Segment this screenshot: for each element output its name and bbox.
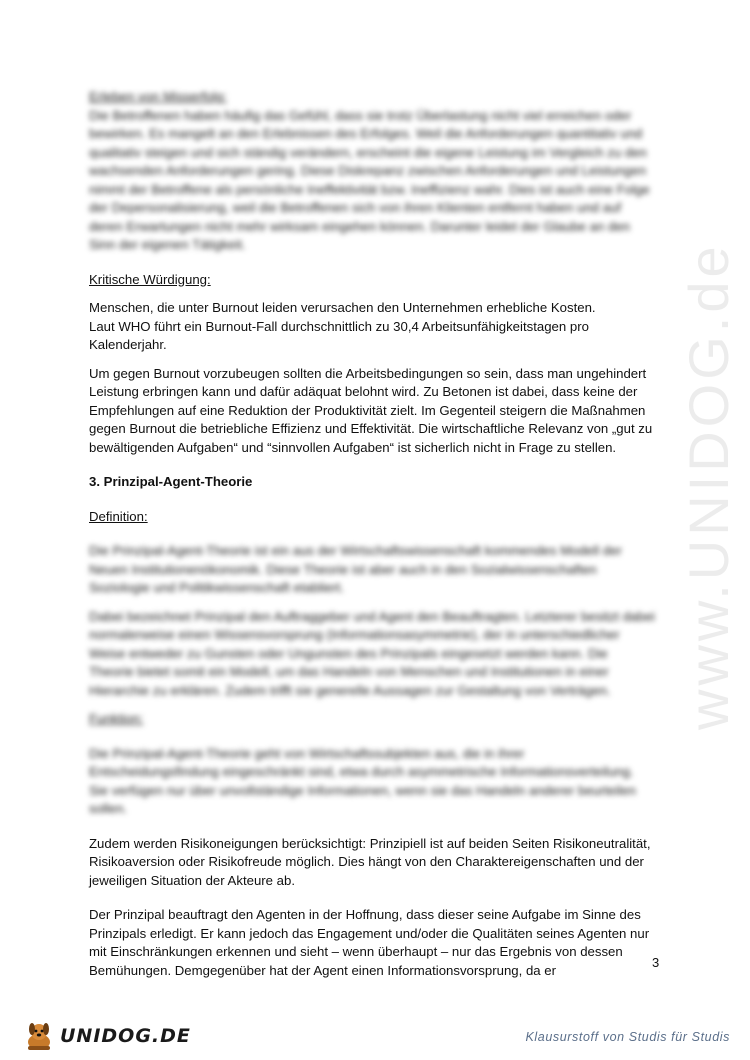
paragraph-misserfolg: Die Betroffenen haben häufig das Gefühl, dass sie trotz Überlastung nicht viel erreichen oder bewirken. Es mangelt an den Erlebnissen des Erfolges. Weil die Anforderungen quantitativ und qualitativ steigen und sich ständig verändern, erscheint die eigene Leistung im Vergleich zu den wachsenden Anforderungen gering. Diese Diskrepanz zwischen Anforderungen und Leistungen nimmt der Betroffene als persönliche Ineffektivität bzw. Ineffizienz wahr. Dies ist auch eine Folge der Depersonalisierung, weil die Betroffenen sich von ihren Klienten entfernt haben und auf deren Erwartungen nicht mehr wirksam eingehen können. Darunter leidet der Glaube an den Sinn der eigenen Tätigkeit. xyxy=(89,107,650,252)
paragraph-prinzipal: Der Prinzipal beauftragt den Agenten in der Hoffnung, dass dieser seine Aufgabe im Sinne des Prinzipals erledigt. Er kann jedoch das Engagement und/oder die Qualitäten seines Agenten nur mit Einschränkungen erkennen und sieht – wenn überhaupt – nur das Ergebnis von dessen Bemühungen. Demgegenüber hat der Agent einen Informationsvorsprung, da er xyxy=(89,907,650,978)
paragraph-definition-2: Dabei bezeichnet Prinzipal den Auftraggeber und Agent den Beauftragten. Letzterer besitzt dabei normalerweise einen Wissensvorsprung (Informationsasymmetrie), der in unterschiedlicher Weise entweder zu Gunsten oder Ungunsten des Prinzipals eingesetzt werden kann. Die Theorie bietet somit ein Modell, um das Handeln von Menschen und Institutionen in einer Hierarchie zu erklären. Zudem trifft sie generelle Aussagen zur Gestaltung von Verträgen. xyxy=(89,608,655,698)
paragraph-who: Laut WHO führt ein Burnout-Fall durchschnittlich zu 30,4 Arbeitsunfähigkeitstagen pro Kalenderjahr. xyxy=(89,318,589,352)
paragraph-risikoneigungen: Zudem werden Risikoneigungen berücksichtigt: Prinzipiell ist auf beiden Seiten Risikoneutralität, Risikoaversion oder Risikofreude möglich. Dies hängt von den Charaktereigenschaften und der jeweiligen Situation der Akteure ab. xyxy=(89,835,651,888)
section-heading-misserfolg: Erleben von Misserfolg: xyxy=(89,89,227,104)
heading-prinzipal-agent-theorie: 3. Prinzipal-Agent-Theorie xyxy=(89,474,253,489)
page-content xyxy=(89,88,655,980)
watermark-text: www.UNIDOG.de xyxy=(677,242,740,730)
heading-kritische-wuerdigung: Kritische Würdigung: xyxy=(89,271,211,287)
paragraph-vorbeugen: Um gegen Burnout vorzubeugen sollten die Arbeitsbedingungen so sein, dass man ungehindert Leistung erbringen kann und dafür adäquat belohnt wird. Zu Betonen ist dabei, dass keine der Empfehlungen auf eine Reduktion der Produktivität zielt. Im Gegenteil steigern die Maßnahmen gegen Burnout die betriebliche Effizienz und Effektivität. Die wirtschaftliche Relevanz von „gut zu bewältigenden Aufgaben“ und “sinnvollen Aufgaben“ ist sicherlich nicht in Frage zu stellen. xyxy=(89,365,653,455)
page-number: 3 xyxy=(652,955,660,970)
blurred-section-definition xyxy=(89,542,655,819)
dog-mascot-icon xyxy=(22,1020,56,1052)
footer-logo xyxy=(22,1018,191,1054)
logo-text: UNIDOG.DE xyxy=(60,1025,191,1047)
heading-funktion: Funktion: xyxy=(89,711,144,726)
paragraph-funktion: Die Prinzipal-Agent-Theorie geht von Wirtschaftssubjekten aus, die in ihrer Entscheidungsfindung eingeschränkt sind, etwa durch asymmetrische Informationsverteilung. Sie verfügen nur über unvollständige Informationen, wenn sie das Handeln anderer beurteilen sollen. xyxy=(89,745,636,816)
heading-definition: Definition: xyxy=(89,508,148,524)
blurred-section-misserfolg xyxy=(89,88,655,255)
footer-slogan: Klausurstoff von Studis für Studis xyxy=(525,1030,730,1044)
paragraph-kosten: Menschen, die unter Burnout leiden verursachen den Unternehmen erhebliche Kosten. xyxy=(89,300,596,315)
paragraph-definition-1: Die Prinzipal-Agent-Theorie ist ein aus der Wirtschaftswissenschaft kommendes Modell der Neuen Institutionenökonomik. Diese Theorie ist aber auch in den Sozialwissenschaften Soziologie und Politikwissenschaft etabliert. xyxy=(89,543,622,595)
